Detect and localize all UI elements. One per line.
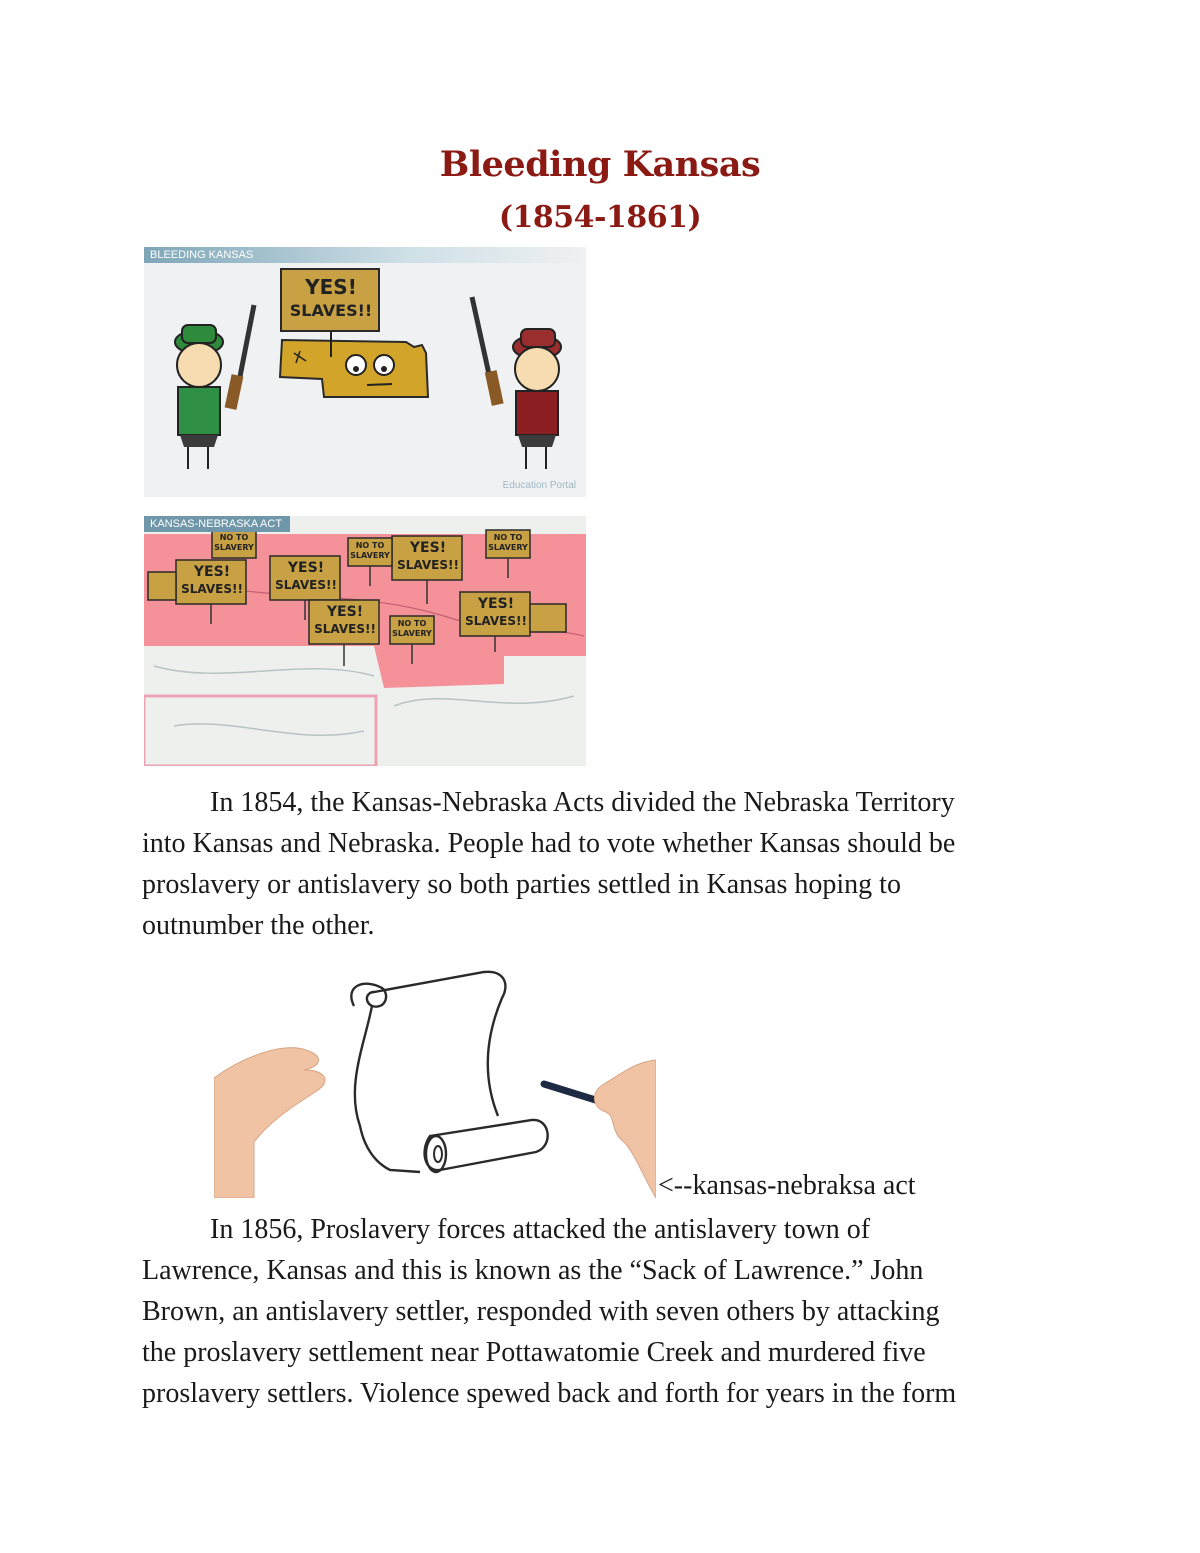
sign-text-line1: YES! [477, 596, 515, 612]
document-subtitle: (1854-1861) [498, 200, 702, 235]
sign-text-line2: SLAVERY [214, 543, 254, 552]
sign-text-line2: SLAVES!! [289, 301, 373, 320]
sign-text-line1: NO TO [493, 533, 523, 542]
education-portal-watermark: Education Portal [502, 480, 576, 491]
sign-text-line2: SLAVERY [392, 629, 432, 638]
antislavery-settler-figure [175, 305, 254, 469]
scroll-drawing-image [214, 966, 656, 1198]
paragraph-line: proslavery or antislavery so both parties settled in Kansas hoping to [142, 869, 901, 900]
sign-text-line1: NO TO [219, 533, 249, 542]
paragraph-line: In 1856, Proslavery forces attacked the antislavery town of [210, 1214, 871, 1245]
sign-text-line1: NO TO [355, 541, 385, 550]
paragraph-kansas-nebraska-act [142, 782, 1062, 946]
paragraph-line: into Kansas and Nebraska. People had to vote whether Kansas should be [142, 828, 956, 859]
right-hand [594, 1060, 656, 1198]
sign-text-line1: YES! [409, 540, 447, 556]
left-hand [214, 1048, 325, 1198]
sign-text-line2: SLAVES!! [465, 614, 527, 628]
pen [544, 1084, 602, 1102]
proslavery-settler-figure [472, 297, 561, 469]
sign-text-line1: YES! [287, 560, 325, 576]
sign-text-line1: YES! [326, 604, 364, 620]
bleeding-kansas-cartoon-image [144, 247, 586, 497]
sign-text-line2: SLAVES!! [275, 578, 337, 592]
sign-text-line1: YES! [305, 275, 357, 299]
sign-text-line2: SLAVES!! [314, 622, 376, 636]
figure-header: BLEEDING KANSAS [144, 247, 586, 263]
paragraph-line: proslavery settlers. Violence spewed back and forth for years in the form [142, 1378, 957, 1409]
figure-header: KANSAS-NEBRASKA ACT [144, 516, 290, 532]
sign-text-line2: SLAVERY [350, 551, 390, 560]
sign-text-line2: SLAVES!! [397, 558, 459, 572]
sign-text-line2: SLAVERY [488, 543, 528, 552]
sign-text-line1: NO TO [397, 619, 427, 628]
paragraph-line: outnumber the other. [142, 910, 375, 941]
paragraph-line: Lawrence, Kansas and this is known as the “Sack of Lawrence.” John [142, 1255, 924, 1286]
sign-text-line2: SLAVES!! [181, 582, 243, 596]
scroll-illustration [214, 966, 656, 1198]
paragraph-line: the proslavery settlement near Pottawatomie Creek and murdered five [142, 1337, 926, 1368]
paragraph-line: In 1854, the Kansas-Nebraska Acts divided the Nebraska Territory [210, 787, 955, 818]
no-to-slavery-sign [148, 572, 176, 600]
no-to-slavery-sign [530, 604, 566, 632]
paragraph-line: Brown, an antislavery settler, responded with seven others by attacking [142, 1296, 940, 1327]
document-title: Bleeding Kansas [439, 144, 761, 185]
paragraph-sack-of-lawrence [142, 1209, 1062, 1414]
sign-text-line1: YES! [193, 564, 231, 580]
kansas-nebraska-act-map-image [144, 516, 586, 766]
figure-caption: <--kansas-nebraksa act [658, 1170, 916, 1201]
